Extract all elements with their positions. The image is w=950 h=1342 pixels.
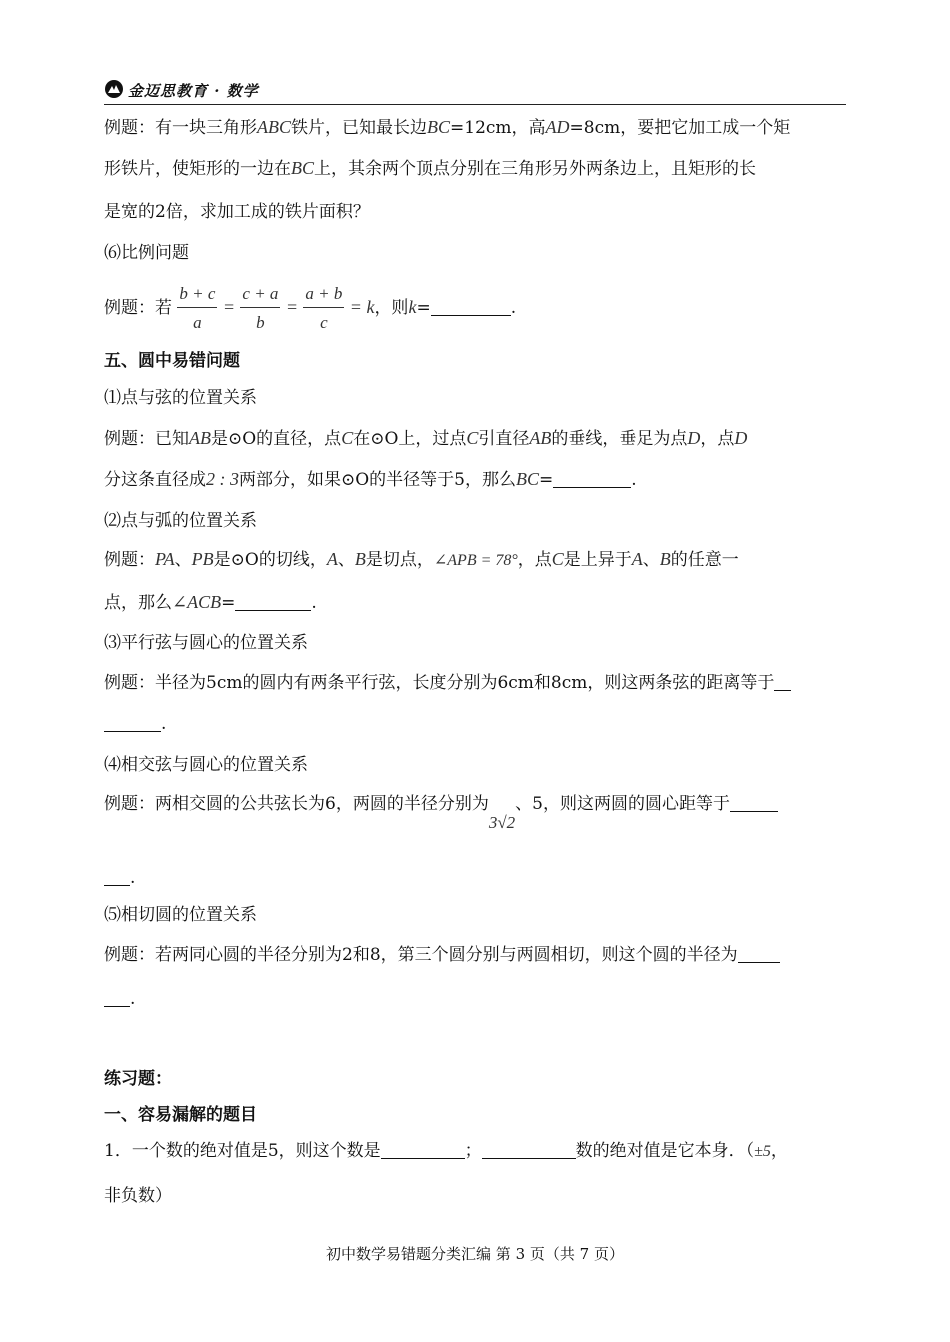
fraction-1: $\frac{b + c}{a}$ xyxy=(179,284,216,332)
answer-blank xyxy=(738,946,780,963)
answer-blank xyxy=(381,1142,465,1159)
example-triangle-line2: 形铁片，使矩形的一边在BC上，其余两个顶点分别在三角形另外两条边上，且矩形的长 xyxy=(104,158,757,179)
question-1-line2: 非负数） xyxy=(104,1186,172,1206)
example-intersecting-line1: 例题：两相交圆的公共弦长为6，两圆的半径分别为3√2、5，则这两圆的圆心距等于 xyxy=(104,793,778,815)
page-footer: 初中数学易错题分类汇编 第 3 页（共 7 页） xyxy=(326,1245,624,1263)
logo-icon xyxy=(104,79,124,99)
example-chord-line2: 分这条直径成2 : 3两部分，如果⊙O的半径等于5，那么BC= . xyxy=(104,469,637,490)
answer-blank xyxy=(104,715,161,732)
subsection-point-chord: ⑴点与弦的位置关系 xyxy=(104,388,257,408)
example-parallel-line2: . xyxy=(104,713,166,735)
subsection-point-arc: ⑵点与弧的位置关系 xyxy=(104,511,257,531)
answer-blank xyxy=(774,674,791,691)
answer-blank xyxy=(104,869,130,886)
practice-title: 练习题： xyxy=(104,1069,172,1089)
answer-blank xyxy=(104,990,130,1007)
subsection-ratio: ⑹比例问题 xyxy=(104,243,189,263)
example-tangent-line2: . xyxy=(104,988,135,1010)
question-1-line1: 1．一个数的绝对值是5，则这个数是 ； 数的绝对值是它本身．（±5， xyxy=(104,1141,788,1161)
example-intersecting-line2: . xyxy=(104,867,135,889)
answer-blank xyxy=(730,795,778,812)
section-five-title: 五、圆中易错问题 xyxy=(104,351,240,371)
answer-blank xyxy=(553,471,631,488)
example-chord-line1: 例题：已知AB是⊙O的直径，点C在⊙O上，过点C引直径AB的垂线，垂足为点D，点D xyxy=(104,428,748,449)
example-triangle-line3: 是宽的2倍，求加工成的铁片面积？ xyxy=(104,202,370,222)
answer-blank xyxy=(482,1142,576,1159)
page-header xyxy=(104,78,846,105)
example-arc-line2: 点，那么∠ACB= . xyxy=(104,592,317,613)
section-one-title: 一、容易漏解的题目 xyxy=(104,1105,257,1125)
example-arc-line1: 例题：PA、PB是⊙O的切线，A、B是切点，∠APB = 78°，点C是上异于A、B的任意一 xyxy=(104,549,739,570)
answer-blank xyxy=(431,299,511,316)
fraction-3: $\frac{a + b}{c}$ xyxy=(305,284,343,332)
subsection-parallel-chords: ⑶平行弦与圆心的位置关系 xyxy=(104,633,308,653)
brand-name: 金迈思教育 · 数学 xyxy=(128,82,259,100)
fraction-2: $\frac{c + a}{b}$ xyxy=(242,284,279,332)
example-ratio: 例题：若 $\frac{b + c}{a}$ = $\frac{c + a}{b}$ = $\frac{a + b}{c}$ = k，则k= . xyxy=(104,284,517,332)
subsection-intersecting-chords: ⑷相交弦与圆心的位置关系 xyxy=(104,755,308,775)
answer-blank xyxy=(235,594,311,611)
example-triangle-line1: 例题：有一块三角形ABC铁片，已知最长边BC=12cm，高AD=8cm，要把它加工成一个矩 xyxy=(104,117,791,138)
subsection-tangent-circles: ⑸相切圆的位置关系 xyxy=(104,905,257,925)
example-tangent-line1: 例题：若两同心圆的半径分别为2和8，第三个圆分别与两圆相切，则这个圆的半径为 xyxy=(104,944,780,966)
example-parallel-line1: 例题：半径为5cm的圆内有两条平行弦，长度分别为6cm和8cm，则这两条弦的距离等于 xyxy=(104,672,791,694)
